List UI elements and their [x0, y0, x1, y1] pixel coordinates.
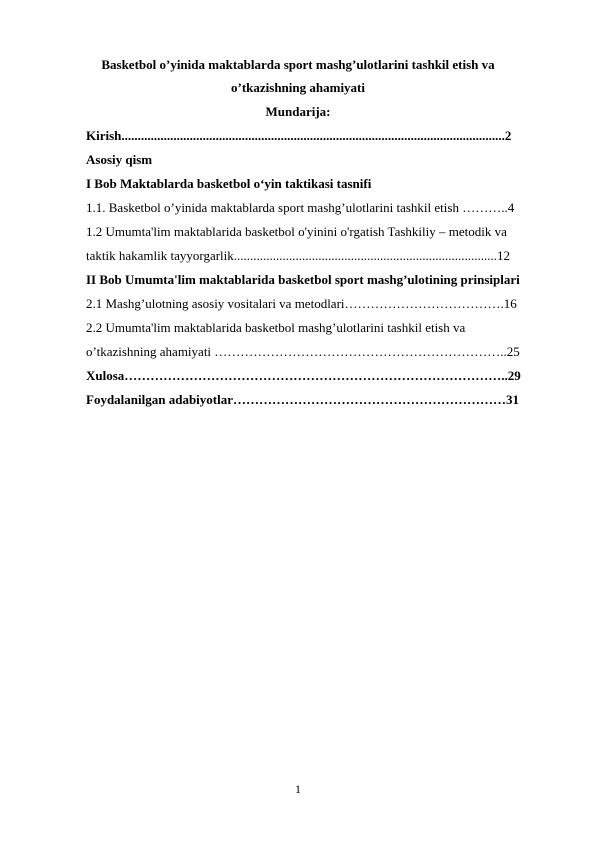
toc-entry-1-1: 1.1. Basketbol o’yinida maktablarda sport mashg’ulotlarini tashkil etish ………..4 — [86, 200, 515, 215]
toc-entry-intro: Kirish......................................................................................................................2 — [86, 128, 512, 143]
contents-heading: Mundarija: — [265, 104, 331, 119]
toc-entry-1-2-line-1: 1.2 Umumta'lim maktablarida basketbol o'yinini o'rgatish Tashkiliy – metodik va — [86, 224, 507, 239]
toc-entry-2-1: 2.1 Mashg’ulotning asosiy vositalari va metodlari……………………………….16 — [86, 296, 517, 311]
toc-entry-2-2-line-1: 2.2 Umumta'lim maktablarida basketbol mashg’ulotlarini tashkil etish va — [86, 320, 466, 335]
document-title-line-1: Basketbol o’yinida maktablarda sport mashg’ulotlarini tashkil etish va — [101, 57, 495, 72]
toc-entry-conclusion: Xulosa……………………………………………………………………………..29 — [86, 368, 521, 383]
document-title-line-2: o’tkazishning ahamiyati — [231, 80, 365, 95]
toc-entry-1-2-line-2: taktik hakamlik tayyorgarlik.................................................................................12 — [86, 248, 511, 263]
toc-entry-2-2-line-2: o’tkazishning ahamiyati …………………………………………………………..25 — [86, 344, 520, 359]
toc-entry-chapter-1: I Bob Maktablarda basketbol o‘yin taktikasi tasnifi — [86, 176, 372, 191]
page-number: 1 — [295, 782, 301, 796]
toc-entry-chapter-2: II Bob Umumta'lim maktablarida basketbol sport mashg’ulotining prinsiplari — [86, 272, 520, 287]
toc-entry-references: Foydalanilgan adabiyotlar………………………………………………………31 — [86, 392, 519, 407]
toc-entry-main-part: Asosiy qism — [86, 152, 153, 167]
